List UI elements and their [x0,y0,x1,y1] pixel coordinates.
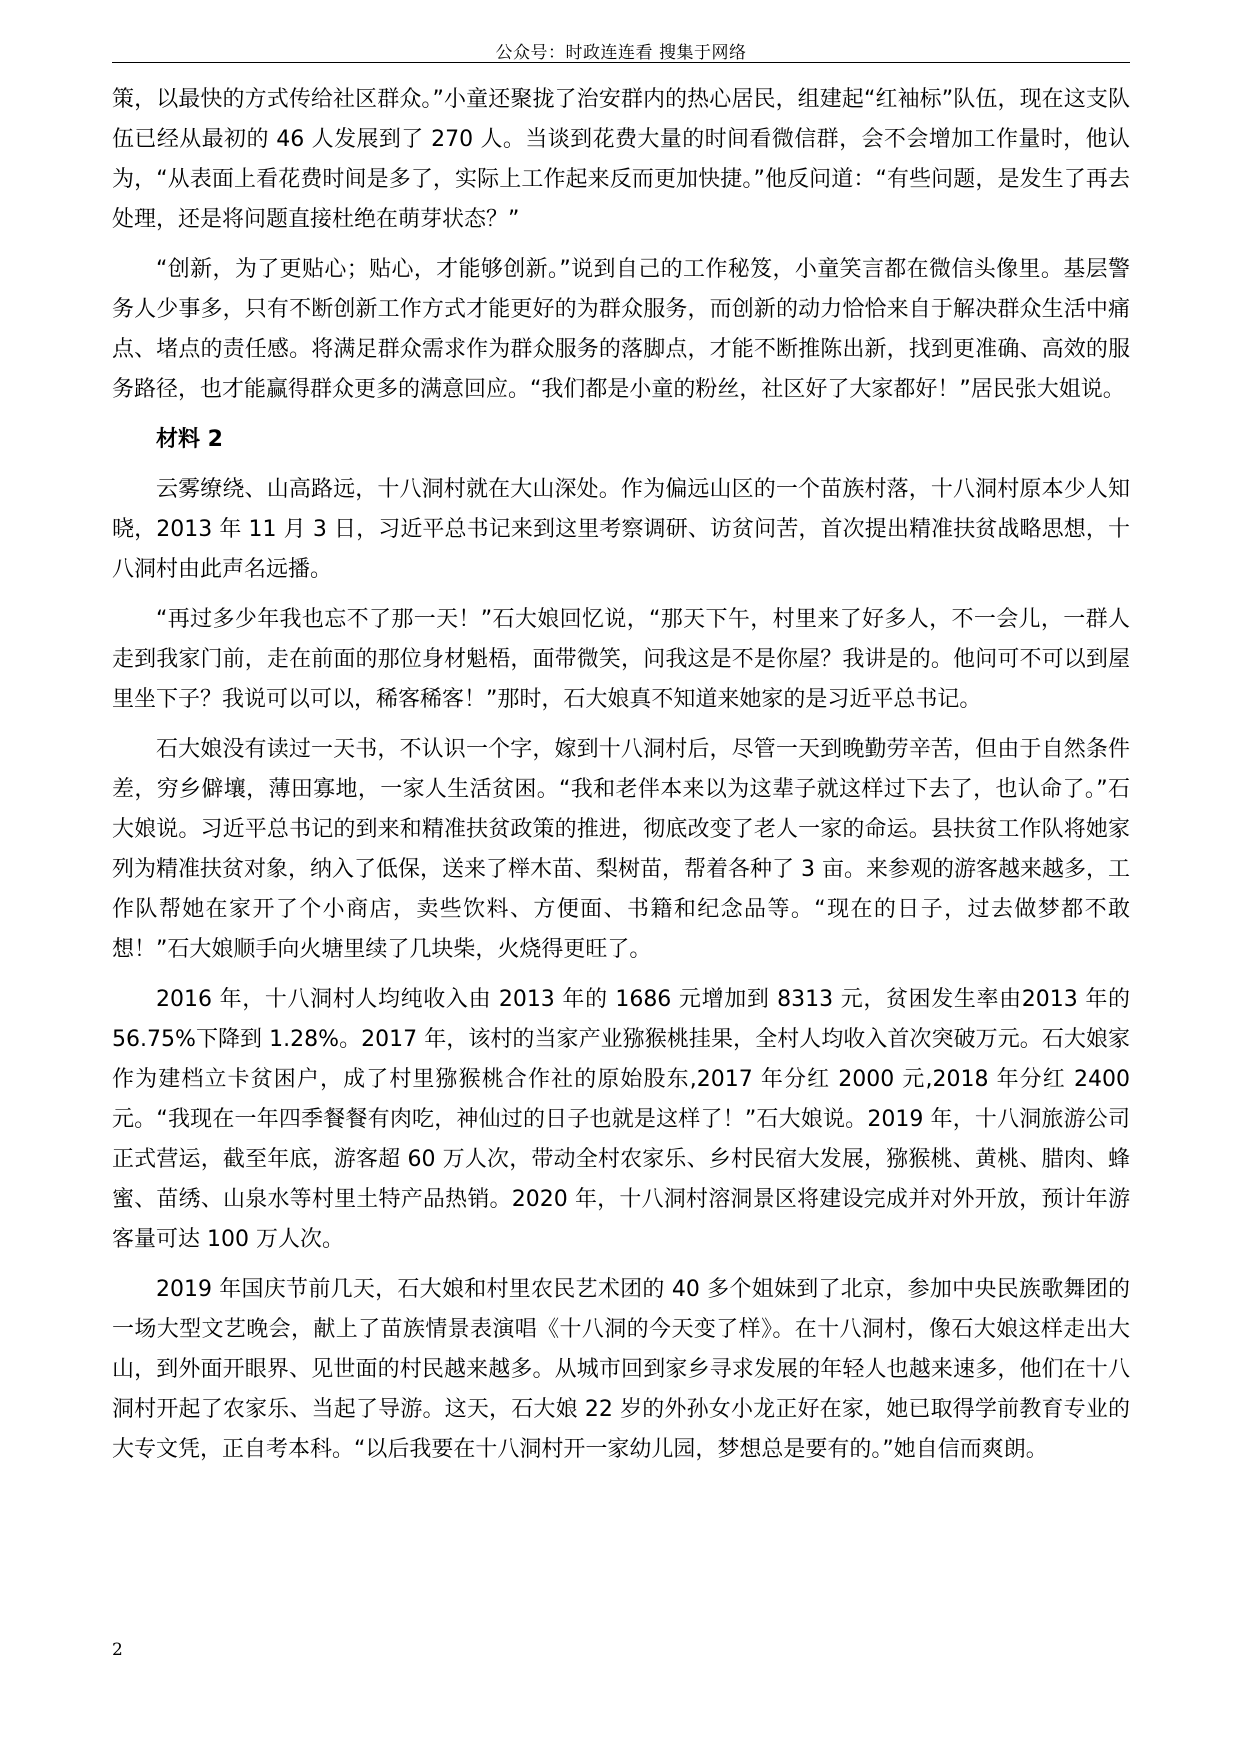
section-heading: 材料 2 [156,427,223,452]
paragraph-continuation: 策，以最快的方式传给社区群众。”小童还聚拢了治安群内的热心居民，组建起“红袖标”队伍，现在这支队伍已经从最初的 46 人发展到了 270 人。当谈到花费大量的时间看微信群，会不会增加工作量时，他认为，“从表面上看花费时间是多了，实际上工作起来反而更加快捷。”他反问道：“有些问题，是发生了再去处理，还是将问题直接杜绝在萌芽状态？” [112,87,1130,232]
header-divider [112,62,1130,63]
paragraph: 2019 年国庆节前几天，石大娘和村里农民艺术团的 40 多个姐妹到了北京，参加中央民族歌舞团的一场大型文艺晚会，献上了苗族情景表演唱《十八洞的今天变了样》。在十八洞村，像石大娘这样走出大山，到外面开眼界、见世面的村民越来越多。从城市回到家乡寻求发展的年轻人也越来速多，他们在十八洞村开起了农家乐、当起了导游。这天，石大娘 22 岁的外孙女小龙正好在家，她已取得学前教育专业的大专文凭，正自考本科。“以后我要在十八洞村开一家幼儿园，梦想总是要有的。”她自信而爽朗。 [112,1277,1130,1462]
page-number: 2 [112,1640,123,1660]
document-body [112,80,1130,1480]
paragraph: 云雾缭绕、山高路远，十八洞村就在大山深处。作为偏远山区的一个苗族村落，十八洞村原本少人知晓，2013 年 11 月 3 日，习近平总书记来到这里考察调研、访贫问苦，首次提出精准扶贫战略思想，十八洞村由此声名远播。 [112,477,1130,582]
paragraph: “再过多少年我也忘不了那一天！”石大娘回忆说，“那天下午，村里来了好多人，不一会儿，一群人走到我家门前，走在前面的那位身材魁梧，面带微笑，问我这是不是你屋？我讲是的。他问可不可以到屋里坐下子？我说可以可以，稀客稀客！”那时，石大娘真不知道来她家的是习近平总书记。 [112,607,1130,712]
paragraph: 2016 年，十八洞村人均纯收入由 2013 年的 1686 元增加到 8313 元，贫困发生率由2013 年的 56.75%下降到 1.28%。2017 年，该村的当家产业猕猴桃挂果，全村人均收入首次突破万元。石大娘家作为建档立卡贫困户，成了村里猕猴桃合作社的原始股东,2017 年分红 2000 元,2018 年分红 2400 元。“我现在一年四季餐餐有肉吃，神仙过的日子也就是这样了！”石大娘说。2019 年，十八洞旅游公司正式营运，截至年底，游客超 60 万人次，带动全村农家乐、乡村民宿大发展，猕猴桃、黄桃、腊肉、蜂蜜、苗绣、山泉水等村里土特产品热销。2020 年，十八洞村溶洞景区将建设完成并对外开放，预计年游客量可达 100 万人次。 [112,987,1130,1252]
page-header: 公众号：时政连连看 搜集于网络 [495,43,747,63]
paragraph: “创新，为了更贴心；贴心，才能够创新。”说到自己的工作秘笈，小童笑言都在微信头像里。基层警务人少事多，只有不断创新工作方式才能更好的为群众服务，而创新的动力恰恰来自于解决群众生活中痛点、堵点的责任感。将满足群众需求作为群众服务的落脚点，才能不断推陈出新，找到更准确、高效的服务路径，也才能赢得群众更多的满意回应。“我们都是小童的粉丝，社区好了大家都好！”居民张大姐说。 [112,257,1130,402]
paragraph: 石大娘没有读过一天书，不认识一个字，嫁到十八洞村后，尽管一天到晚勤劳辛苦，但由于自然条件差，穷乡僻壤，薄田寡地，一家人生活贫困。“我和老伴本来以为这辈子就这样过下去了，也认命了。”石大娘说。习近平总书记的到来和精准扶贫政策的推进，彻底改变了老人一家的命运。县扶贫工作队将她家列为精准扶贫对象，纳入了低保，送来了榉木苗、梨树苗，帮着各种了 3 亩。来参观的游客越来越多，工作队帮她在家开了个小商店，卖些饮料、方便面、书籍和纪念品等。“现在的日子，过去做梦都不敢想！”石大娘顺手向火塘里续了几块柴，火烧得更旺了。 [112,737,1130,962]
